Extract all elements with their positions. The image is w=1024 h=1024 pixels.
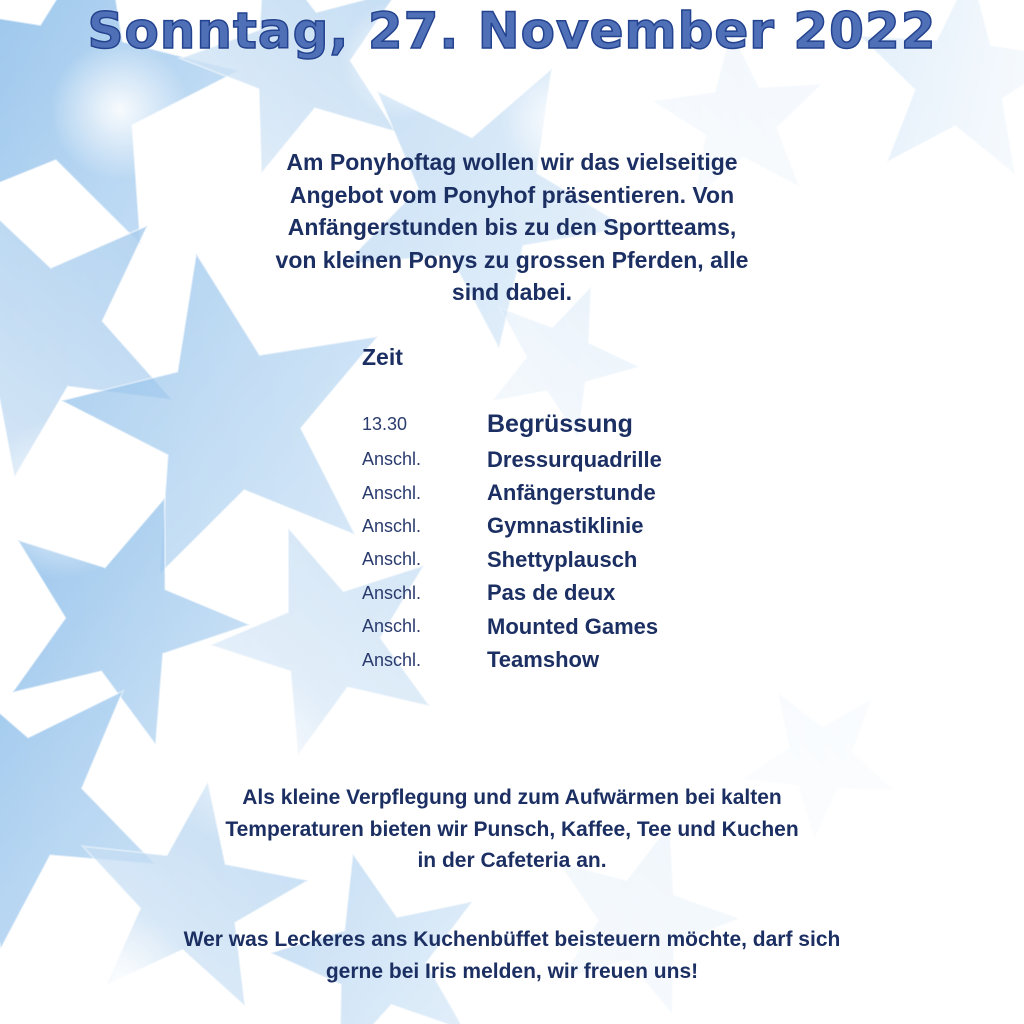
- catering-line: in der Cafeteria an.: [417, 849, 607, 872]
- schedule-row: [362, 510, 782, 543]
- schedule-item: Dressurquadrille: [487, 446, 662, 472]
- intro-line: Anfängerstunden bis zu den Sportteams,: [287, 214, 737, 240]
- schedule-time: Anschl.: [362, 616, 422, 637]
- schedule-item: Gymnastiklinie: [487, 513, 644, 539]
- contact-line: gerne bei Iris melden, wir freuen uns!: [325, 959, 699, 983]
- schedule-time: 13.30: [362, 413, 408, 434]
- catering-paragraph: [112, 782, 912, 877]
- schedule-time: Anschl.: [362, 449, 422, 470]
- schedule-item: Mounted Games: [487, 613, 659, 639]
- schedule-row: [362, 610, 782, 643]
- schedule-row: [362, 543, 782, 576]
- intro-line: von kleinen Ponys zu grossen Pferden, alle: [275, 246, 749, 273]
- schedule-row: [362, 643, 782, 676]
- schedule-time: Anschl.: [362, 482, 422, 503]
- schedule-time: Anschl.: [362, 649, 422, 670]
- catering-line: Als kleine Verpflegung und zum Aufwärmen bei kalten: [242, 786, 782, 809]
- intro-line: sind dabei.: [451, 279, 573, 305]
- schedule-item: Pas de deux: [487, 580, 616, 606]
- schedule-item: Shettyplausch: [487, 546, 638, 572]
- schedule-time: Anschl.: [362, 515, 422, 536]
- intro-line: Am Ponyhoftag wollen wir das vielseitige: [286, 149, 738, 175]
- page-title: Sonntag, 27. November 2022: [87, 2, 937, 60]
- intro-line: Angebot vom Ponyhof präsentieren. Von: [289, 181, 735, 208]
- catering-line: Temperaturen bieten wir Punsch, Kaffee, Tee und Kuchen: [225, 817, 799, 841]
- schedule-row: [362, 577, 782, 610]
- contact-line: Wer was Leckeres ans Kuchenbüffet beisteuern möchte, darf sich: [183, 928, 841, 951]
- schedule-row: [362, 443, 782, 476]
- schedule-item: Teamshow: [487, 647, 600, 673]
- intro-paragraph: [212, 146, 812, 309]
- schedule-time: Anschl.: [362, 582, 422, 603]
- schedule-row: [362, 476, 782, 509]
- contact-paragraph: [62, 924, 962, 987]
- schedule-row: [362, 405, 782, 443]
- schedule-item: Anfängerstunde: [487, 480, 656, 506]
- schedule-list: [362, 405, 782, 677]
- schedule-time: Anschl.: [362, 549, 422, 570]
- schedule-heading: Zeit: [362, 344, 403, 370]
- schedule-item: Begrüssung: [487, 409, 633, 438]
